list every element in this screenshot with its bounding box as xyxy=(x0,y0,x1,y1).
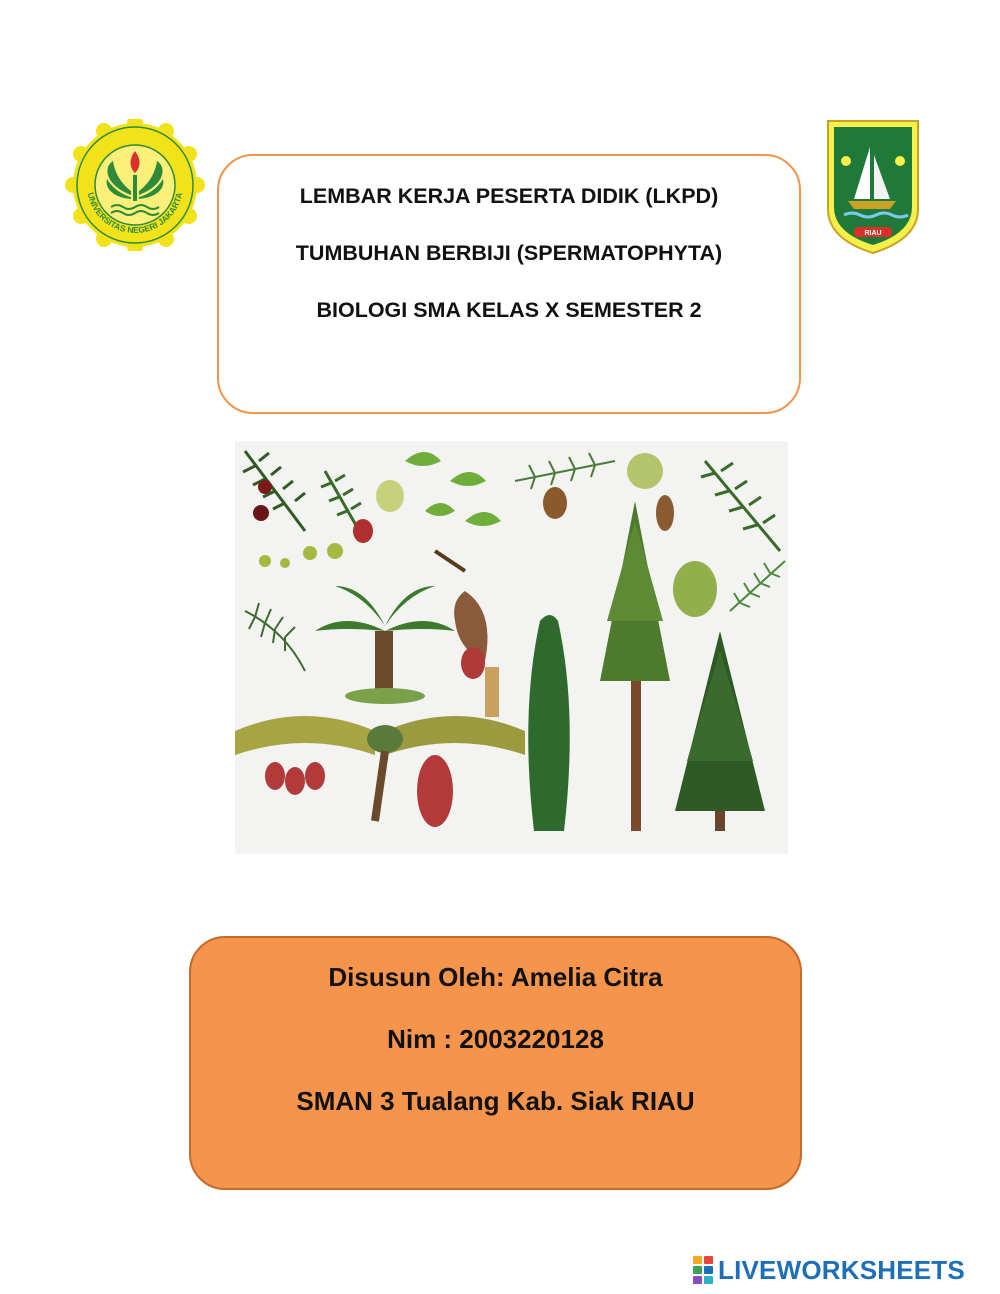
liveworksheets-icon xyxy=(692,1255,714,1285)
lkpd-title: LEMBAR KERJA PESERTA DIDIK (LKPD) xyxy=(299,184,719,208)
unj-logo-text: UNIVERSITAS NEGERI JAKARTA xyxy=(85,191,185,236)
student-id: Nim : 2003220128 xyxy=(387,1024,604,1054)
title-box xyxy=(217,154,801,414)
author-box xyxy=(189,936,802,1190)
subject-title: BIOLOGI SMA KELAS X SEMESTER 2 xyxy=(316,298,702,322)
unj-logo-icon xyxy=(64,119,206,251)
author-name: Disusun Oleh: Amelia Citra xyxy=(328,962,663,992)
school-name: SMAN 3 Tualang Kab. Siak RIAU xyxy=(296,1086,695,1116)
riau-emblem-text: RIAU xyxy=(864,230,882,237)
topic-title: TUMBUHAN BERBIJI (SPERMATOPHYTA) xyxy=(295,241,723,265)
liveworksheets-brand-text: LIVEWORKSHEETS xyxy=(718,1254,965,1285)
liveworksheets-brand[interactable] xyxy=(692,1252,965,1288)
riau-emblem-icon xyxy=(824,117,922,257)
spermatophyta-plants-illustration-icon xyxy=(235,441,788,854)
